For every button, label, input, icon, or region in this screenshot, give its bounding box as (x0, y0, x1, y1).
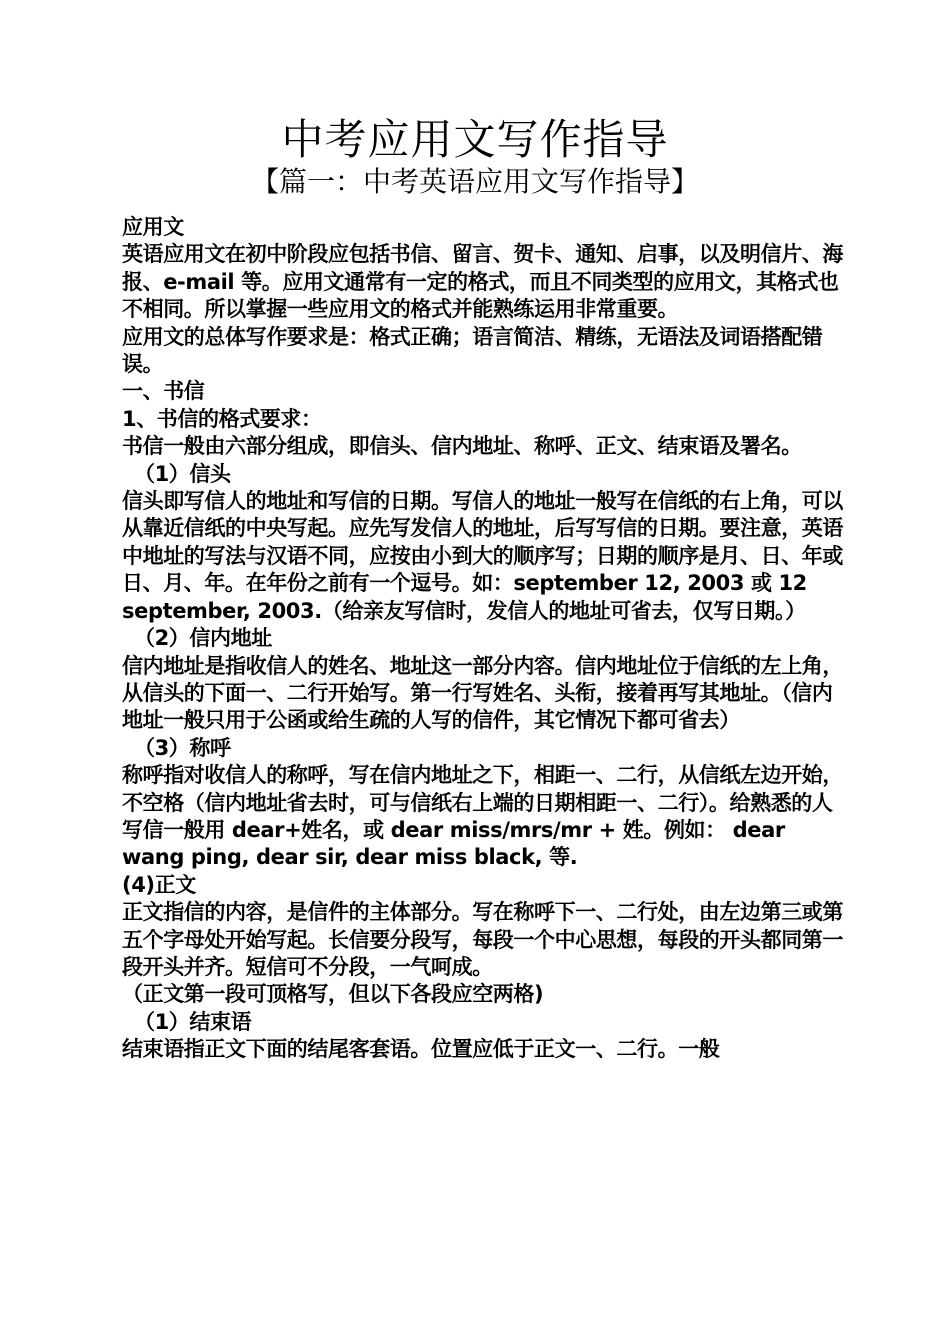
paragraph: 英语应用文在初中阶段应包括书信、留言、贺卡、通知、启事，以及明信片、海报、e-mail 等。应用文通常有一定的格式，而且不同类型的应用文，其格式也不相同。所以掌握一些应用文的格式并能熟练运用非常重要。 (122, 242, 843, 322)
paragraph: 书信一般由六部分组成，即信头、信内地址、称呼、正文、结束语及署名。 (122, 434, 802, 459)
paragraph: 结束语指正文下面的结尾客套语。位置应低于正文一、二行。一般 (122, 1037, 720, 1062)
subsection-heading: 1、书信的格式要求： (122, 406, 322, 431)
document-title: 中考应用文写作指导 (281, 115, 669, 164)
item-heading: （1）结束语 (134, 1009, 252, 1034)
document-body (116, 214, 846, 1064)
paragraph: 正文指信的内容，是信件的主体部分。写在称呼下一、二行处，由左边第三或第五个字母处开始写起。长信要分段写，每段一个中心思想，每段的开头都同第一段开头并齐。短信可不分段，一气呵成。 (122, 900, 843, 979)
paragraph: 信内地址是指收信人的姓名、地址这一部分内容。信内地址位于信纸的左上角，从信头的下面一、二行开始写。第一行写姓名、头衔，接着再写其地址。（信内地址一般只用于公函或给生疏的人写的信件，其它情况下都可省去） (122, 653, 843, 733)
item-heading: （2）信内地址 (134, 626, 272, 651)
document-subtitle: 【篇一：中考英语应用文写作指导】 (250, 165, 699, 198)
item-heading: （3）称呼 (134, 735, 231, 760)
paragraph: 称呼指对收信人的称呼，写在信内地址之下，相距一、二行，从信纸左边开始，不空格（信内地址省去时，可与信纸右上端的日期相距一、二行）。给熟悉的人写信一般用 dear+姓名，或 dear miss/mrs/mr + 姓。例如： dear wang ping, dear sir, dear miss black, 等. (122, 763, 843, 870)
paragraph: 应用文的总体写作要求是：格式正确；语言简洁、精练，无语法及词语搭配错误。 (122, 324, 823, 377)
section-heading: 一、书信 (122, 379, 205, 404)
section-heading: 应用文 (122, 215, 184, 239)
paragraph: 信头即写信人的地址和写信的日期。写信人的地址一般写在信纸的右上角，可以从靠近信纸的中央写起。应先写发信人的地址，后写写信的日期。要注意，英语中地址的写法与汉语不同，应按由小到大的顺序写；日期的顺序是月、日、年或日、月、年。在年份之前有一个逗号。如：september 12, 2003 或 12 september, 2003.（给亲友写信时，发信人的地址可省去，仅写日期。） (122, 489, 843, 623)
item-heading: （1）信头 (134, 461, 231, 486)
paragraph: （正文第一段可顶格写，但以下各段应空两格) (122, 982, 544, 1007)
item-heading: (4)正文 (122, 872, 196, 897)
